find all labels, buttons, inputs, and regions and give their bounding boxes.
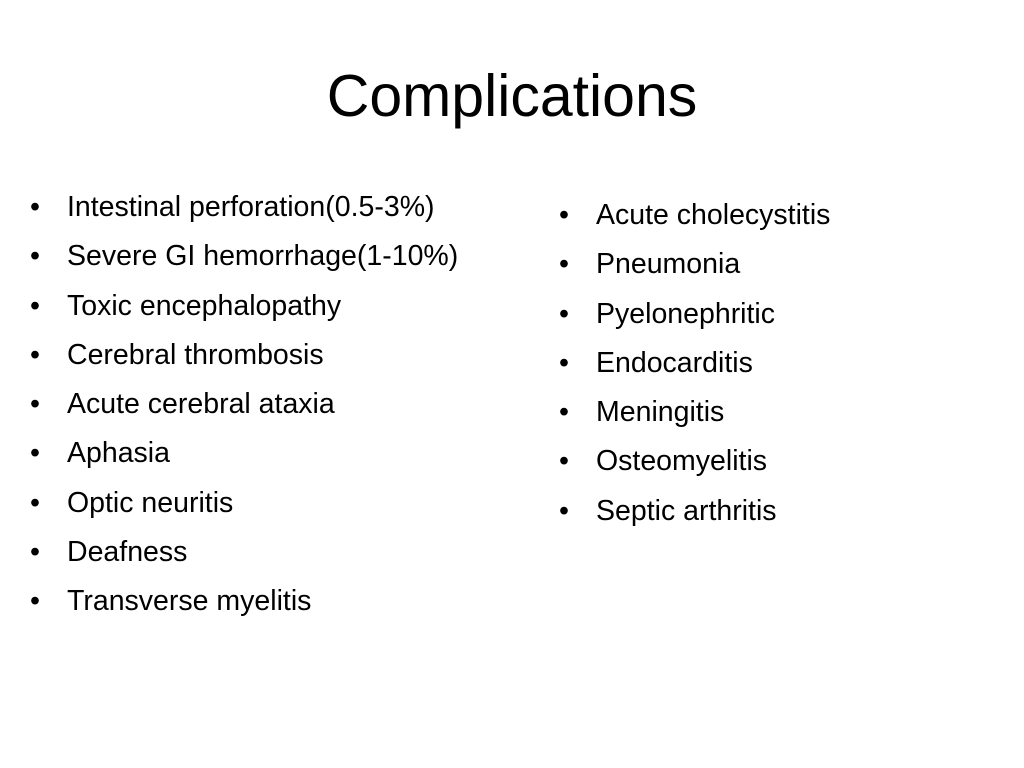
list-item bbox=[30, 236, 530, 285]
list-item bbox=[559, 441, 999, 490]
list-item-text: Acute cholecystitis bbox=[596, 199, 831, 231]
list-item bbox=[559, 392, 999, 441]
list-item bbox=[30, 581, 530, 630]
list-item-text: Meningitis bbox=[596, 396, 725, 429]
bullet-icon: • bbox=[30, 240, 40, 273]
list-item bbox=[30, 433, 530, 482]
list-item-text: Pyelonephritic bbox=[596, 297, 776, 330]
bullet-icon: • bbox=[559, 248, 569, 281]
list-item-text: Aphasia bbox=[67, 437, 170, 470]
bullet-icon: • bbox=[30, 536, 40, 569]
list-item bbox=[30, 187, 530, 236]
right-bullet-list bbox=[559, 195, 999, 540]
bullet-icon: • bbox=[559, 346, 569, 379]
bullet-icon: • bbox=[30, 437, 40, 470]
bullet-icon: • bbox=[30, 388, 40, 421]
bullet-icon: • bbox=[30, 486, 40, 519]
list-item-text: Osteomyelitis bbox=[596, 445, 768, 478]
bullet-icon: • bbox=[559, 396, 569, 429]
list-item bbox=[30, 286, 530, 335]
list-item-text: Optic neuritis bbox=[67, 486, 234, 519]
bullet-icon: • bbox=[559, 494, 569, 527]
list-item-text: Severe GI hemorrhage(1-10%) bbox=[67, 240, 459, 273]
bullet-icon: • bbox=[559, 199, 569, 231]
list-item bbox=[559, 294, 999, 343]
bullet-icon: • bbox=[30, 338, 40, 371]
list-item-text: Intestinal perforation(0.5-3%) bbox=[67, 191, 435, 223]
list-item bbox=[559, 195, 999, 244]
list-item bbox=[30, 335, 530, 384]
list-item-text: Cerebral thrombosis bbox=[67, 338, 324, 371]
list-item-text: Transverse myelitis bbox=[67, 585, 312, 618]
list-item bbox=[30, 384, 530, 433]
list-item bbox=[559, 491, 999, 540]
list-item bbox=[559, 244, 999, 293]
bullet-icon: • bbox=[30, 289, 40, 322]
list-item-text: Pneumonia bbox=[596, 248, 741, 281]
bullet-icon: • bbox=[30, 191, 40, 223]
bullet-icon: • bbox=[559, 297, 569, 330]
list-item-text: Deafness bbox=[67, 536, 188, 569]
bullet-icon: • bbox=[30, 585, 40, 618]
list-item-text: Toxic encephalopathy bbox=[67, 289, 342, 322]
list-item bbox=[559, 343, 999, 392]
list-item bbox=[30, 532, 530, 581]
list-item-text: Septic arthritis bbox=[596, 494, 777, 527]
slide-title: Complications bbox=[326, 63, 698, 129]
list-item bbox=[30, 483, 530, 532]
left-bullet-list bbox=[30, 187, 530, 631]
list-item-text: Endocarditis bbox=[596, 346, 753, 379]
bullet-icon: • bbox=[559, 445, 569, 478]
list-item-text: Acute cerebral ataxia bbox=[67, 388, 335, 421]
